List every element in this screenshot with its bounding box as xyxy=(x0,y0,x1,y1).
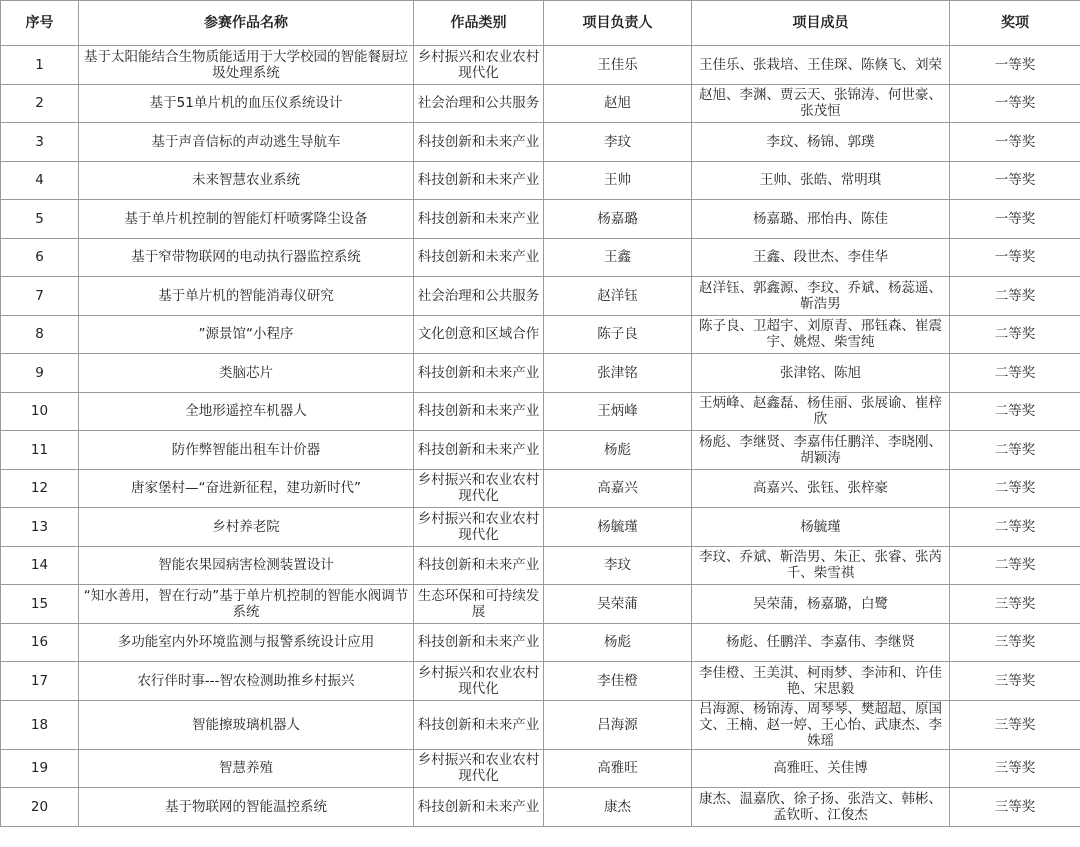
cell-index: 2 xyxy=(1,84,79,123)
cell-leader: 李玟 xyxy=(544,546,692,585)
cell-award: 三等奖 xyxy=(950,662,1080,701)
cell-award: 二等奖 xyxy=(950,354,1080,393)
cell-members: 李玟、乔斌、靳浩男、朱正、张睿、张芮千、柴雪祺 xyxy=(692,546,950,585)
cell-members: 杨彪、任鹏洋、李嘉伟、李继贤 xyxy=(692,623,950,662)
cell-leader: 王鑫 xyxy=(544,238,692,277)
table-row xyxy=(1,200,1080,239)
table-row xyxy=(1,84,1080,123)
table-row xyxy=(1,788,1080,827)
table-row xyxy=(1,623,1080,662)
cell-category: 科技创新和未来产业 xyxy=(414,431,544,470)
cell-award: 一等奖 xyxy=(950,46,1080,85)
cell-index: 9 xyxy=(1,354,79,393)
header-category: 作品类别 xyxy=(414,1,544,46)
cell-members: 王佳乐、张栽培、王佳琛、陈倏飞、刘荣 xyxy=(692,46,950,85)
cell-leader: 赵洋钰 xyxy=(544,277,692,316)
table-row xyxy=(1,161,1080,200)
cell-award: 三等奖 xyxy=(950,788,1080,827)
cell-award: 二等奖 xyxy=(950,546,1080,585)
cell-project-name: “知水善用，智在行动”基于单片机控制的智能水阀调节系统 xyxy=(79,585,414,624)
cell-category: 科技创新和未来产业 xyxy=(414,623,544,662)
cell-leader: 张津铭 xyxy=(544,354,692,393)
cell-members: 赵旭、李渊、贾云天、张锦涛、何世豪、张茂恒 xyxy=(692,84,950,123)
cell-leader: 吕海源 xyxy=(544,700,692,749)
cell-award: 二等奖 xyxy=(950,315,1080,354)
cell-index: 10 xyxy=(1,392,79,431)
cell-category: 乡村振兴和农业农村现代化 xyxy=(414,46,544,85)
cell-leader: 杨嘉璐 xyxy=(544,200,692,239)
cell-project-name: 基于声音信标的声动逃生导航车 xyxy=(79,123,414,162)
header-project-name: 参赛作品名称 xyxy=(79,1,414,46)
cell-leader: 赵旭 xyxy=(544,84,692,123)
cell-members: 杨彪、李继贤、李嘉伟任鹏洋、李晓刚、胡颖涛 xyxy=(692,431,950,470)
cell-category: 文化创意和区域合作 xyxy=(414,315,544,354)
cell-leader: 高嘉兴 xyxy=(544,469,692,508)
cell-index: 17 xyxy=(1,662,79,701)
table-row xyxy=(1,469,1080,508)
cell-project-name: 类脑芯片 xyxy=(79,354,414,393)
cell-project-name: 基于窄带物联网的电动执行器监控系统 xyxy=(79,238,414,277)
cell-leader: 王佳乐 xyxy=(544,46,692,85)
cell-project-name: 多功能室内外环境监测与报警系统设计应用 xyxy=(79,623,414,662)
cell-award: 一等奖 xyxy=(950,238,1080,277)
cell-category: 生态环保和可持续发展 xyxy=(414,585,544,624)
cell-index: 1 xyxy=(1,46,79,85)
cell-index: 11 xyxy=(1,431,79,470)
cell-members: 吕海源、杨锦涛、周琴琴、樊超超、原国文、王楠、赵一婷、王心怡、武康杰、李姝瑶 xyxy=(692,700,950,749)
cell-members: 李玟、杨锦、郭璞 xyxy=(692,123,950,162)
cell-index: 15 xyxy=(1,585,79,624)
cell-project-name: 基于51单片机的血压仪系统设计 xyxy=(79,84,414,123)
table-row xyxy=(1,392,1080,431)
cell-project-name: 智慧养殖 xyxy=(79,749,414,788)
cell-index: 12 xyxy=(1,469,79,508)
cell-category: 乡村振兴和农业农村现代化 xyxy=(414,749,544,788)
cell-leader: 王帅 xyxy=(544,161,692,200)
cell-project-name: 未来智慧农业系统 xyxy=(79,161,414,200)
cell-category: 科技创新和未来产业 xyxy=(414,123,544,162)
cell-category: 科技创新和未来产业 xyxy=(414,200,544,239)
table-row xyxy=(1,354,1080,393)
cell-index: 4 xyxy=(1,161,79,200)
cell-award: 一等奖 xyxy=(950,161,1080,200)
table-row xyxy=(1,315,1080,354)
table-row xyxy=(1,585,1080,624)
cell-category: 科技创新和未来产业 xyxy=(414,546,544,585)
cell-category: 科技创新和未来产业 xyxy=(414,354,544,393)
table-row xyxy=(1,123,1080,162)
cell-category: 科技创新和未来产业 xyxy=(414,700,544,749)
table-row xyxy=(1,749,1080,788)
cell-members: 王鑫、段世杰、李佳华 xyxy=(692,238,950,277)
cell-award: 二等奖 xyxy=(950,469,1080,508)
cell-index: 19 xyxy=(1,749,79,788)
cell-award: 三等奖 xyxy=(950,749,1080,788)
table-row xyxy=(1,46,1080,85)
header-award: 奖项 xyxy=(950,1,1080,46)
cell-leader: 王炳峰 xyxy=(544,392,692,431)
cell-index: 18 xyxy=(1,700,79,749)
cell-leader: 杨彪 xyxy=(544,431,692,470)
cell-project-name: 智能擦玻璃机器人 xyxy=(79,700,414,749)
cell-category: 乡村振兴和农业农村现代化 xyxy=(414,469,544,508)
header-leader: 项目负责人 xyxy=(544,1,692,46)
cell-award: 一等奖 xyxy=(950,123,1080,162)
table-row xyxy=(1,700,1080,749)
cell-index: 20 xyxy=(1,788,79,827)
cell-leader: 陈子良 xyxy=(544,315,692,354)
table-row xyxy=(1,546,1080,585)
cell-index: 8 xyxy=(1,315,79,354)
cell-index: 6 xyxy=(1,238,79,277)
cell-leader: 李玟 xyxy=(544,123,692,162)
cell-leader: 康杰 xyxy=(544,788,692,827)
cell-index: 13 xyxy=(1,508,79,547)
cell-category: 科技创新和未来产业 xyxy=(414,161,544,200)
header-members: 项目成员 xyxy=(692,1,950,46)
cell-category: 社会治理和公共服务 xyxy=(414,277,544,316)
cell-project-name: 智能农果园病害检测装置设计 xyxy=(79,546,414,585)
cell-category: 社会治理和公共服务 xyxy=(414,84,544,123)
cell-index: 5 xyxy=(1,200,79,239)
cell-award: 三等奖 xyxy=(950,585,1080,624)
cell-index: 7 xyxy=(1,277,79,316)
cell-members: 王炳峰、赵鑫磊、杨佳丽、张展谕、崔梓欣 xyxy=(692,392,950,431)
cell-award: 三等奖 xyxy=(950,623,1080,662)
cell-category: 科技创新和未来产业 xyxy=(414,788,544,827)
cell-members: 陈子良、卫超宇、刘原青、邢钰森、崔震宇、姚煜、柴雪纯 xyxy=(692,315,950,354)
cell-members: 张津铭、陈旭 xyxy=(692,354,950,393)
cell-project-name: 防作弊智能出租车计价器 xyxy=(79,431,414,470)
cell-members: 康杰、温嘉欣、徐子扬、张浩文、韩彬、孟钦昕、江俊杰 xyxy=(692,788,950,827)
cell-members: 高雅旺、关佳博 xyxy=(692,749,950,788)
cell-members: 李佳橙、王美淇、柯雨梦、李沛和、许佳艳、宋思毅 xyxy=(692,662,950,701)
cell-award: 一等奖 xyxy=(950,200,1080,239)
table-row xyxy=(1,508,1080,547)
cell-leader: 李佳橙 xyxy=(544,662,692,701)
cell-project-name: 农行伴时事---智农检测助推乡村振兴 xyxy=(79,662,414,701)
cell-award: 二等奖 xyxy=(950,392,1080,431)
cell-award: 一等奖 xyxy=(950,84,1080,123)
table-row xyxy=(1,277,1080,316)
cell-leader: 杨毓瑾 xyxy=(544,508,692,547)
cell-project-name: 基于单片机的智能消毒仪研究 xyxy=(79,277,414,316)
cell-category: 乡村振兴和农业农村现代化 xyxy=(414,508,544,547)
cell-project-name: 乡村养老院 xyxy=(79,508,414,547)
cell-project-name: 基于太阳能结合生物质能适用于大学校园的智能餐厨垃圾处理系统 xyxy=(79,46,414,85)
cell-index: 3 xyxy=(1,123,79,162)
table-row xyxy=(1,431,1080,470)
cell-project-name: 唐家堡村—“奋进新征程，建功新时代” xyxy=(79,469,414,508)
cell-project-name: 基于单片机控制的智能灯杆喷雾降尘设备 xyxy=(79,200,414,239)
cell-members: 高嘉兴、张钰、张梓豪 xyxy=(692,469,950,508)
cell-category: 乡村振兴和农业农村现代化 xyxy=(414,662,544,701)
cell-members: 杨嘉璐、邢怡冉、陈佳 xyxy=(692,200,950,239)
cell-project-name: ”源景馆“小程序 xyxy=(79,315,414,354)
cell-index: 16 xyxy=(1,623,79,662)
cell-category: 科技创新和未来产业 xyxy=(414,392,544,431)
table-body xyxy=(1,46,1080,827)
header-row xyxy=(1,1,1080,46)
cell-index: 14 xyxy=(1,546,79,585)
cell-award: 三等奖 xyxy=(950,700,1080,749)
cell-project-name: 全地形遥控车机器人 xyxy=(79,392,414,431)
table-row xyxy=(1,238,1080,277)
cell-award: 二等奖 xyxy=(950,277,1080,316)
cell-project-name: 基于物联网的智能温控系统 xyxy=(79,788,414,827)
cell-award: 二等奖 xyxy=(950,508,1080,547)
cell-leader: 高雅旺 xyxy=(544,749,692,788)
header-index: 序号 xyxy=(1,1,79,46)
cell-members: 王帅、张皓、常明琪 xyxy=(692,161,950,200)
cell-members: 杨毓瑾 xyxy=(692,508,950,547)
cell-award: 二等奖 xyxy=(950,431,1080,470)
cell-members: 赵洋钰、郭鑫源、李玟、乔斌、杨蕊遥、靳浩男 xyxy=(692,277,950,316)
cell-category: 科技创新和未来产业 xyxy=(414,238,544,277)
cell-leader: 杨彪 xyxy=(544,623,692,662)
table-row xyxy=(1,662,1080,701)
cell-members: 吴荣蒲，杨嘉璐，白鹭 xyxy=(692,585,950,624)
cell-leader: 吴荣蒲 xyxy=(544,585,692,624)
